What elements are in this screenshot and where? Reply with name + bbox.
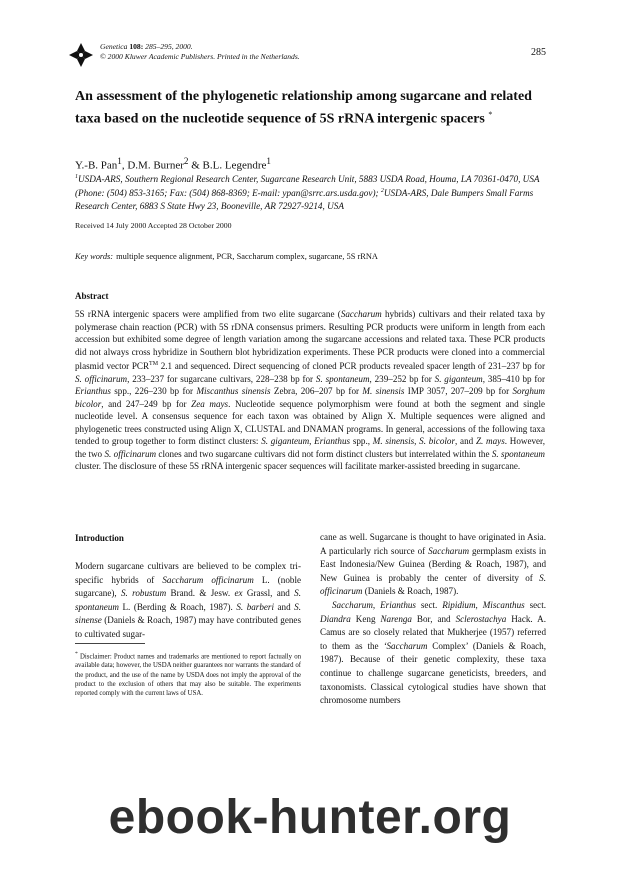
text-run: , and: [455, 436, 476, 447]
keywords-text: multiple sequence alignment, PCR, Saccharum complex, sugarcane, 5S rRNA: [116, 252, 378, 261]
paragraph: [320, 531, 546, 599]
article-title-text: An assessment of the phylogenetic relationship among sugarcane and related taxa based on the nucleotide sequence of 5S rRNA intergenic spacers: [75, 89, 532, 127]
italic-text: S. barberi: [236, 601, 274, 612]
watermark: ebook-hunter.org: [108, 791, 512, 844]
italic-text: Saccharum officinarum: [162, 574, 254, 585]
italic-text: S. sinense: [75, 601, 301, 626]
italic-text: S. officinarum: [104, 448, 157, 459]
italic-text: Erianthus: [75, 386, 111, 397]
italic-text: Sorghum bicolor: [75, 386, 545, 409]
journal-name: Genetica: [100, 42, 128, 51]
text-run: . However, the two: [75, 436, 545, 459]
author-separator: ,: [121, 159, 128, 172]
author-affiliation-mark: 1: [266, 156, 271, 166]
text-run: Brand. & Jesw.: [166, 588, 235, 599]
journal-volume: 108:: [129, 42, 144, 51]
italic-text: S. officinarum: [75, 373, 128, 384]
italic-text: Saccharum: [428, 545, 470, 556]
italic-text: ‘Saccharum: [383, 640, 428, 651]
italic-text: Saccharum, Erianthus: [332, 599, 416, 610]
journal-citation: [100, 42, 300, 62]
title-footnote-mark[interactable]: *: [488, 109, 493, 119]
author-separator: &: [188, 159, 203, 172]
text-run: Zebra, 206–207 bp for: [270, 386, 363, 397]
italic-text: Diandra: [320, 613, 351, 624]
author-name: D.M. Burner: [127, 159, 184, 172]
received-dates: Received 14 July 2000 Accepted 28 October 2000: [75, 221, 232, 230]
author-name: Y.-B. Pan: [75, 159, 118, 172]
footnote-mark: *: [75, 651, 78, 657]
text-run: cane as well. Sugarcane is thought to have originated in Asia. A particularly rich source of: [320, 532, 546, 556]
text-run: spp.,: [350, 436, 373, 447]
text-run: Keng: [350, 613, 381, 624]
affiliation-text: USDA-ARS, Southern Regional Research Center, Sugarcane Research Unit, 5883 USDA Road, Houma, LA 70361-0470, USA (Phone: (504) 853-3165; Fax: (504) 868-8369; E-mail: ypan@srrc.ars.usda.gov);: [75, 174, 540, 199]
author-name: B.L. Legendre: [202, 159, 267, 172]
italic-text: Zea mays: [191, 398, 229, 409]
italic-text: ex: [234, 588, 243, 599]
footnote-text: Disclaimer: Product names and trademarks are mentioned to report factually on available data; however, the USDA neither guarantees nor warrants the standard of the product, and the use of the name by USDA does not imply the approval of the product to the exclusion of others that may also be suitable. The experiments reported comply with the current laws of USA.: [75, 653, 301, 698]
text-run: L. (noble sugarcane),: [75, 574, 302, 599]
keywords-label: Key words:: [75, 252, 114, 261]
abstract-text: [75, 308, 545, 473]
text-run: . Nucleotide sequence polymorphism were found at both the segment and single nucleotide level. A consensus sequence for each taxon was obtained by Align X. Multiple sequences were aligned and phylogenetic trees constructed using Align X, CLUSTAL and DNAMAN programs. In general, accessions of the following taxa tended to group together to form distinct clusters:: [75, 398, 546, 447]
italic-text: M. sinensis: [362, 386, 405, 397]
italic-text: Miscanthus sinensis: [196, 386, 271, 397]
text-run: sect.: [524, 599, 546, 610]
text-run: , 239–252 bp for: [369, 373, 435, 384]
author-list: [75, 156, 271, 172]
affiliation-mark: 2: [380, 188, 384, 195]
author-affiliation-mark: 2: [183, 156, 189, 166]
affiliations: [75, 171, 545, 212]
text-run: Bor, and: [411, 613, 456, 624]
introduction-heading: Introduction: [75, 533, 124, 543]
text-run: , and 247–249 bp for: [101, 398, 192, 409]
italic-text: S. giganteum, Erianthus: [261, 436, 351, 447]
abstract-heading: Abstract: [75, 291, 109, 301]
italic-text: Sclerostachya: [455, 613, 507, 624]
text-run: hybrids) cultivars and their related taxa by polymerase chain reaction (PCR) with 5S rDNA consensus primers. Resulting PCR products were uniform in length from each accession but exhibited some degree of length variation among the sugarcane accessions and related taxa. These PCR products did not always cross hybridize in Southern blot hybridization experiments. These PCR products were cloned into a commercial plasmid vector PCR: [75, 309, 545, 372]
italic-text: Z. mays: [475, 436, 505, 447]
italic-text: S. officinarum: [320, 572, 546, 597]
italic-text: Saccharum: [340, 309, 382, 319]
text-run: germplasm exists in East Indonesia/New Guinea (Berding & Roach, 1987), and New Guinea is probably the center of diversity of: [320, 545, 547, 583]
footnote: [75, 650, 301, 698]
text-run: , 233–237 for sugarcane cultivars, 228–238 bp for: [127, 373, 316, 384]
text-run: clones and two sugarcane cultivars did not form distinct clusters but interrelated within the: [156, 448, 492, 459]
keywords: [75, 252, 378, 261]
italic-text: S. giganteum: [434, 373, 483, 384]
paragraph: [320, 599, 546, 708]
affiliation-text: USDA-ARS, Dale Bumpers Small Farms Research Center, 6883 S State Hwy 23, Booneville, AR 72927-9214, USA: [75, 188, 534, 211]
text-run: , 385–410 bp for: [482, 373, 545, 384]
introduction-right-column: [320, 531, 546, 708]
text-run: 5S rRNA intergenic spacers were amplified from two elite sugarcane (: [75, 309, 341, 319]
text-run: (Daniels & Roach, 1987).: [362, 586, 459, 597]
text-run: 2.1 and sequenced. Direct sequencing of cloned PCR products revealed spacer length of 231–237 bp for: [158, 361, 545, 372]
journal-pages: 285–295, 2000.: [145, 42, 193, 51]
italic-text: M. sinensis, S. bicolor: [372, 436, 456, 447]
text-run: and: [273, 601, 295, 612]
author-affiliation-mark: 1: [117, 156, 122, 166]
text-run: Complex’ (Daniels & Roach, 1987). Because of their genetic complexity, these taxa continue to challenge sugarcane geneticists, breeders, and taxonomists. Classical cytological studies have shown that chromosome numbers: [320, 640, 546, 706]
italic-text: S. spontaneum: [491, 448, 545, 459]
text-run: IMP 3057, 207–209 bp for: [404, 386, 513, 397]
italic-text: S. robustum: [121, 588, 167, 599]
italic-text: S. spontaneum: [315, 373, 370, 384]
italic-text: Narenga: [380, 613, 412, 624]
introduction-left-column: [75, 560, 301, 642]
superscript-text: TM: [149, 361, 159, 367]
italic-text: Ripidium, Miscanthus: [442, 599, 525, 610]
text-run: spp., 226–230 bp for: [110, 386, 197, 397]
text-run: Grassl, and: [242, 588, 295, 599]
text-run: (Daniels & Roach, 1987) may have contributed genes to cultivated sugar-: [75, 615, 301, 639]
italic-text: S. spontaneum: [75, 588, 301, 612]
text-run: cluster. The disclosure of these 5S rRNA intergenic spacer sequences will facilitate marker-assisted breeding in sugarcane.: [75, 461, 521, 472]
text-run: L. (Berding & Roach, 1987).: [118, 601, 237, 612]
copyright-line: © 2000 Kluwer Academic Publishers. Printed in the Netherlands.: [100, 52, 300, 61]
text-run: Modern sugarcane cultivars are believed to be complex tri-specific hybrids of: [75, 561, 301, 585]
text-run: sect.: [415, 599, 443, 610]
page-number: 285: [531, 47, 546, 58]
article-title: [75, 88, 545, 128]
affiliation-mark: 1: [75, 174, 78, 180]
text-run: Hack. A. Camus are so closely related that Mukherjee (1957) referred to them as the: [320, 613, 546, 651]
footnote-divider: [75, 643, 145, 644]
kluwer-logo-icon: [68, 42, 94, 68]
